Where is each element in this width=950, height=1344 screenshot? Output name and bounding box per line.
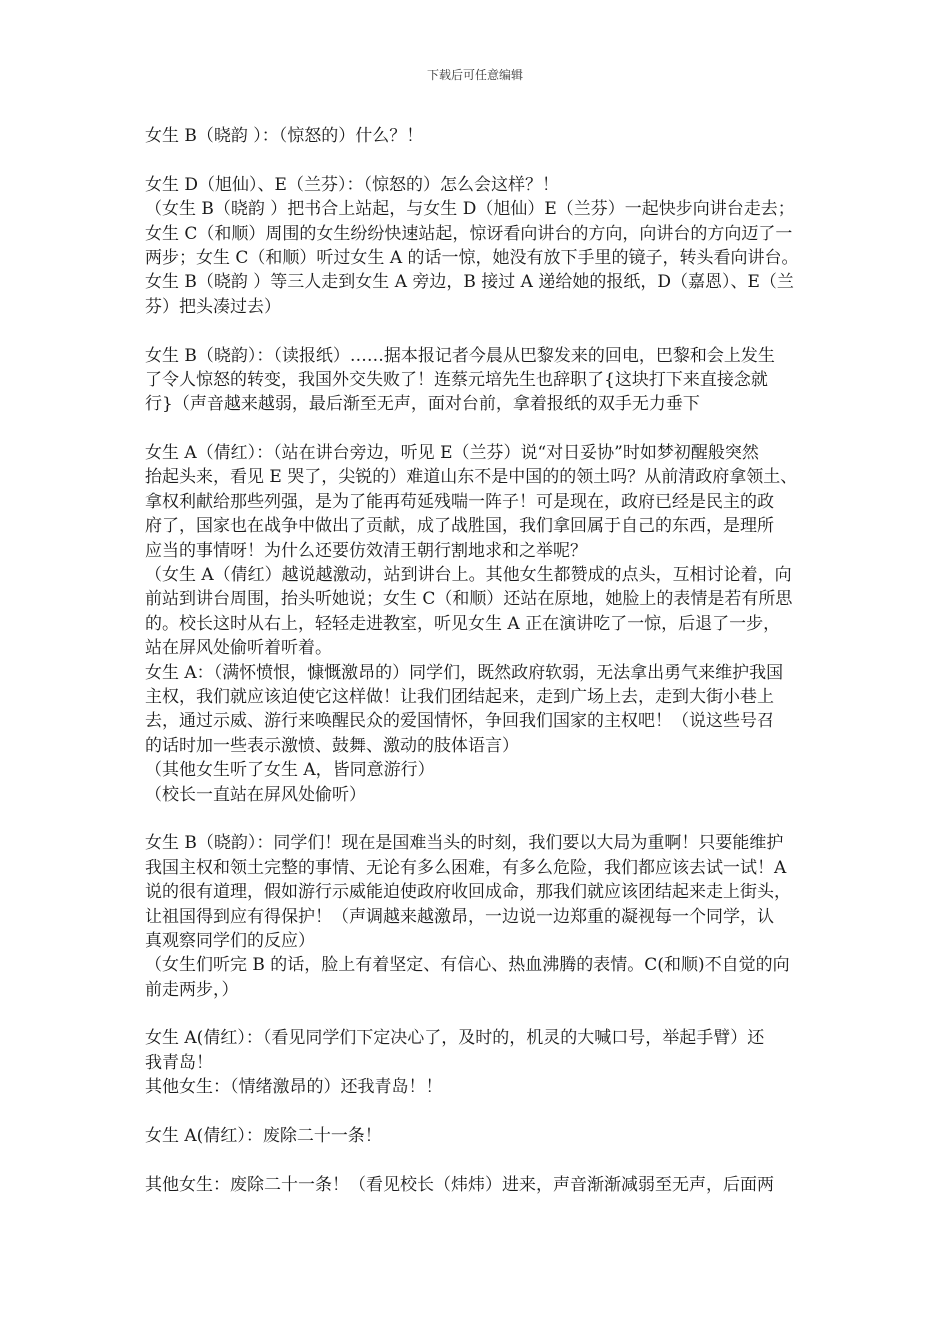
- text-line: 说的很有道理，假如游行示威能迫使政府收回成命，那我们就应该团结起来走上街头，: [145, 882, 791, 903]
- text-line: 其他女生：废除二十一条！（看见校长（炜炜）进来，声音渐渐减弱至无声，后面两: [145, 1174, 774, 1195]
- text-line: 去，通过示威、游行来唤醒民众的爱国情怀，争回我们国家的主权吧！（说这些号召: [145, 711, 774, 732]
- text-line: 的。校长这时从右上，轻轻走进教室，听见女生 A 正在演讲吃了一惊，后退了一步，: [145, 613, 781, 634]
- text-line: 应当的事情呀！为什么还要仿效清王朝行割地求和之举呢？: [145, 540, 587, 561]
- text-line: 女生 A(倩红）：（看见同学们下定决心了，及时的，机灵的大喊口号，举起手臂）还: [145, 1028, 765, 1049]
- text-line: 两步；女生 C（和顺）听过女生 A 的话一惊，她没有放下手里的镜子，转头看向讲台。: [145, 247, 799, 268]
- text-line: 前走两步，）: [145, 979, 239, 1000]
- text-line: 抬起头来，看见 E 哭了，尖锐的）难道山东不是中国的的领土吗？从前清政府拿领土、: [145, 467, 798, 488]
- text-line: 真观察同学们的反应）: [145, 930, 315, 951]
- text-line: 女生 A(倩红）：废除二十一条！: [145, 1126, 382, 1147]
- text-line: 女生 A（倩红）：（站在讲台旁边，听见 E（兰芬）说“对日妥协”时如梦初醒般突然: [145, 443, 759, 464]
- text-line: 芬）把头凑过去）: [145, 296, 281, 317]
- page-header: 下载后可任意编辑: [426, 68, 523, 82]
- text-line: 站在屏风处偷听着听着。: [145, 638, 332, 659]
- text-line: 主权，我们就应该迫使它这样做！让我们团结起来，走到广场上去，走到大街小巷上: [145, 686, 774, 707]
- text-line: 的话时加一些表示激愤、鼓舞、激动的肢体语言）: [145, 735, 519, 756]
- text-line: 府了，国家也在战争中做出了贡献，成了战胜国，我们拿回属于自己的东西，是理所: [145, 516, 774, 537]
- text-line: 女生 A：（满怀愤恨，慷慨激昂的）同学们，既然政府软弱，无法拿出勇气来维护我国: [145, 662, 784, 683]
- text-line: 我青岛！: [145, 1052, 213, 1073]
- text-line: （女生 B（晓韵 ）把书合上站起，与女生 D（旭仙）E（兰芬）一起快步向讲台走去；: [145, 199, 795, 220]
- paragraph-gap: [145, 1100, 817, 1124]
- text-line: 其他女生：（情绪激昂的）还我青岛！！: [145, 1077, 443, 1098]
- text-line: （女生 A（倩红）越说越激动，站到讲台上。其他女生都赞成的点头，互相讨论着，向: [145, 565, 792, 586]
- paragraph-gap: [145, 148, 817, 172]
- text-line: （校长一直站在屏风处偷听）: [145, 784, 366, 805]
- text-line: 拿权利献给那些列强，是为了能再苟延残喘一阵子！可是现在，政府已经是民主的政: [145, 491, 774, 512]
- paragraph-gap: [145, 319, 817, 343]
- text-line: 女生 B（晓韵 ）：（惊怒的）什么？！: [145, 126, 424, 146]
- text-line: 女生 D（旭仙）、E（兰芬）：（惊怒的）怎么会这样？！: [145, 174, 559, 195]
- paragraph-gap: [145, 1002, 817, 1026]
- text-line: 女生 B（晓韵）：（读报纸）……据本报记者今晨从巴黎发来的回电，巴黎和会上发生: [145, 345, 775, 366]
- text-line: 前站到讲台周围，抬头听她说；女生 C（和顺）还站在原地，她脸上的表情是若有所思: [145, 589, 793, 610]
- text-line: 行}（声音越来越弱，最后渐至无声，面对台前，拿着报纸的双手无力垂下: [145, 394, 700, 415]
- text-line: 让祖国得到应有得保护！（声调越来越激昂，一边说一边郑重的凝视每一个同学，认: [145, 906, 774, 927]
- text-line: 女生 B（晓韵 ）等三人走到女生 A 旁边，B 接过 A 递给她的报纸，D（嘉恩）、E（兰: [145, 272, 794, 293]
- script-body: [145, 124, 817, 1197]
- text-line: 女生 C（和顺）周围的女生纷纷快速站起，惊讶看向讲台的方向，向讲台的方向迈了一: [145, 223, 793, 244]
- paragraph-gap: [145, 1148, 817, 1172]
- text-line: （其他女生听了女生 A，皆同意游行）: [145, 760, 435, 781]
- text-line: 了令人惊怒的转变，我国外交失败了！连蔡元培先生也辞职了{这块打下来直接念就: [145, 369, 768, 390]
- paragraph-gap: [145, 417, 817, 441]
- text-line: 女生 B（晓韵）：同学们！现在是国难当头的时刻，我们要以大局为重啊！只要能维护: [145, 833, 784, 854]
- paragraph-gap: [145, 807, 817, 831]
- text-line: （女生们听完 B 的话，脸上有着坚定、有信心、热血沸腾的表情。C(和顺)不自觉的向: [145, 955, 790, 976]
- text-line: 我国主权和领土完整的事情、无论有多么困难，有多么危险，我们都应该去试一试！A: [145, 857, 787, 878]
